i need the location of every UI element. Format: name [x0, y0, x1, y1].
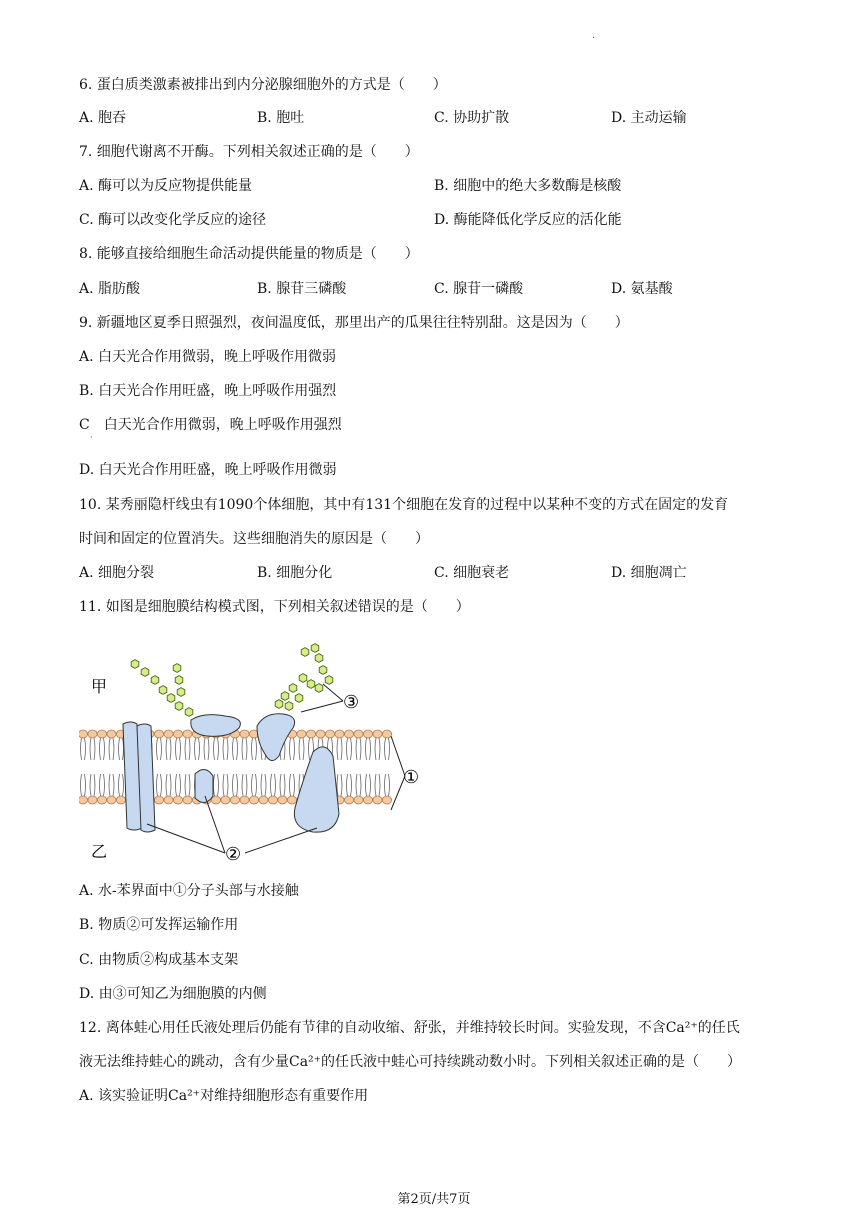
sugar-unit — [151, 676, 159, 685]
sugar-unit — [175, 702, 183, 711]
question-8-option-a: A. 脂肪酸 — [79, 281, 141, 297]
sugar-unit — [159, 686, 167, 695]
sugar-unit — [311, 644, 319, 653]
question-10-option-a: A. 细胞分裂 — [79, 565, 155, 581]
question-8-stem: 8. 能够直接给细胞生命活动提供能量的物质是（ ） — [79, 246, 419, 262]
question-7-option-c: C. 酶可以改变化学反应的途径 — [79, 212, 267, 228]
sugar-unit — [141, 668, 149, 677]
question-9-option-c: C 白天光合作用微弱，晚上呼吸作用强烈 — [79, 417, 342, 433]
question-12-stem: 12. 离体蛙心用任氏液处理后仍能有节律的自动收缩、舒张，并维持较长时间。实验发现，不含Ca²⁺的任氏 — [79, 1020, 740, 1036]
question-7-stem: 7. 细胞代谢离不开酶。下列相关叙述正确的是（ ） — [79, 144, 419, 160]
sugar-unit — [325, 676, 333, 685]
sugar-unit — [173, 664, 181, 673]
sugar-unit — [299, 674, 307, 683]
question-9-option-d: D. 白天光合作用旺盛，晚上呼吸作用微弱 — [79, 462, 337, 478]
sugar-unit — [307, 680, 315, 689]
question-10-stem-cont: 时间和固定的位置消失。这些细胞消失的原因是（ ） — [79, 531, 429, 547]
question-12-stem-cont: 液无法维持蛙心的跳动，含有少量Ca²⁺的任氏液中蛙心可持续跳动数小时。下列相关叙述正确的是（ ） — [79, 1054, 742, 1070]
question-7-option-a: A. 酶可以为反应物提供能量 — [79, 178, 253, 194]
question-10-stem: 10. 某秀丽隐杆线虫有1090个体细胞，其中有131个细胞在发育的过程中以某种不变的方式在固定的发育 — [79, 497, 729, 513]
sugar-unit — [131, 660, 139, 669]
figure-label-top: 甲 — [91, 677, 108, 696]
question-10-option-b: B. 细胞分化 — [257, 565, 333, 581]
sugar-unit — [315, 654, 323, 663]
sugar-unit — [319, 666, 327, 675]
sugar-unit — [301, 648, 309, 657]
question-11-option-b: B. 物质②可发挥运输作用 — [79, 917, 239, 933]
page-footer: 第2页/共7页 — [397, 1192, 471, 1207]
question-8-option-c: C. 腺苷一磷酸 — [434, 281, 524, 297]
cell-membrane-figure — [79, 628, 439, 868]
sugar-unit — [177, 688, 185, 697]
marker-3: ③ — [343, 692, 360, 713]
embedded-protein-small — [195, 769, 213, 802]
glycocalyx-chains — [131, 644, 333, 717]
header-mark: . — [592, 30, 596, 41]
sugar-unit — [295, 694, 303, 703]
question-8-option-d: D. 氨基酸 — [611, 281, 673, 297]
transmembrane-protein-large — [294, 747, 339, 832]
stray-mark: · — [90, 433, 93, 442]
question-6-stem: 6. 蛋白质类激素被排出到内分泌腺细胞外的方式是（ ） — [79, 77, 447, 93]
sugar-unit — [289, 684, 297, 693]
sugar-unit — [275, 700, 283, 709]
marker-1: ① — [403, 767, 420, 788]
figure-label-bottom: 乙 — [91, 842, 108, 861]
question-11-option-c: C. 由物质②构成基本支架 — [79, 952, 239, 968]
question-8-option-b: B. 腺苷三磷酸 — [257, 281, 347, 297]
sugar-unit — [167, 694, 175, 703]
question-11-option-d: D. 由③可知乙为细胞膜的内侧 — [79, 986, 267, 1002]
sugar-unit — [285, 702, 293, 711]
question-9-option-a: A. 白天光合作用微弱，晚上呼吸作用微弱 — [79, 349, 337, 365]
question-10-option-d: D. 细胞凋亡 — [611, 565, 687, 581]
sugar-unit — [315, 684, 323, 693]
question-6-option-b: B. 胞吐 — [257, 110, 305, 126]
sugar-unit — [281, 692, 289, 701]
question-11-option-a: A. 水-苯界面中①分子头部与水接触 — [79, 883, 299, 899]
sugar-unit — [185, 708, 193, 717]
question-7-option-d: D. 酶能降低化学反应的活化能 — [434, 212, 622, 228]
sugar-unit — [175, 676, 183, 685]
marker-2: ② — [225, 844, 242, 865]
question-12-option-a: A. 该实验证明Ca²⁺对维持细胞形态有重要作用 — [79, 1088, 369, 1104]
question-9-stem: 9. 新疆地区夏季日照强烈，夜间温度低，那里出产的瓜果往往特别甜。这是因为（ ） — [79, 315, 629, 331]
question-6-option-a: A. 胞吞 — [79, 110, 127, 126]
question-9-option-b: B. 白天光合作用旺盛，晚上呼吸作用强烈 — [79, 383, 337, 399]
question-10-option-c: C. 细胞衰老 — [434, 565, 510, 581]
question-6-option-c: C. 协助扩散 — [434, 110, 510, 126]
question-11-stem: 11. 如图是细胞膜结构模式图，下列相关叙述错误的是（ ） — [79, 599, 470, 615]
question-7-option-b: B. 细胞中的绝大多数酶是核酸 — [434, 178, 622, 194]
question-6-option-d: D. 主动运输 — [611, 110, 687, 126]
